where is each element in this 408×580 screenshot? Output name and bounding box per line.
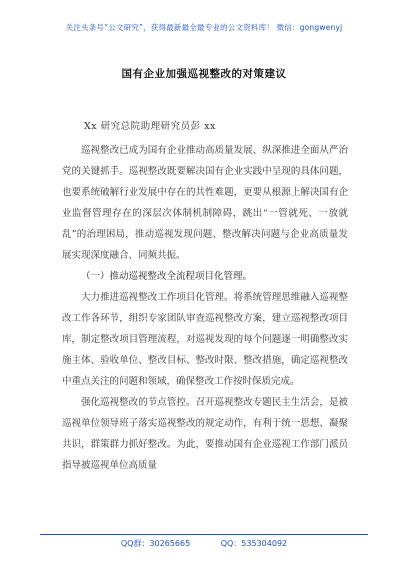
document-body [62,140,348,476]
paragraph-project-management: 大力推进巡视整改工作项目化管理。将系统管理思维融入巡视整改工作各环节，组织专家团队审查巡视整改方案，建立巡视整改项目库，制定整改项目管理流程，对巡视发现的每个问题逐一明确整改实施主体、验收单位、整改目标、整改时限、整改措施，确定巡视整改中重点关注的问题和领域，确保整改工作按时保质完成。 [62,292,348,387]
document-author: Xx 研究总院助理研究员彭 xx [84,121,216,132]
footer-divider [40,534,368,535]
footer-qq-number: QQ：535304092 [220,539,288,548]
paragraph-node-control: 强化巡视整改的节点管控。召开巡视整改专题民主生活会，是被巡视单位领导班子落实巡视整改的规定动作，有利于统一思想、凝聚共识，群策群力抓好整改。为此，要推动国有企业巡视工作部门派员指导被巡视单位高质量 [62,397,348,471]
section-heading: （一）推动巡视整改全流程项目化管理。 [81,271,253,282]
header-banner: 关注头条号“公文研究”，获得最新最全最专业的公文资料库！ 微信：gongwenyj [65,23,343,32]
paragraph-intro: 巡视整改已成为国有企业推动高质量发展、纵深推进全面从严治党的关键抓手。巡视整改既要解决国有企业实践中呈现的具体问题，也要系统破解行业发展中存在的共性难题，更要从根源上解决国有企业监督管理存在的深层次体制机制障碍，跳出“一管就死、一放就乱”的治理困局，推动巡视发现问题、整改解决问题与企业高质量发展实现深度融合、同频共振。 [62,145,348,261]
footer-qq-group: QQ群：30265665 [120,539,191,548]
document-title: 国有企业加强巡视整改的对策建议 [121,68,287,80]
footer-contacts [0,538,408,549]
